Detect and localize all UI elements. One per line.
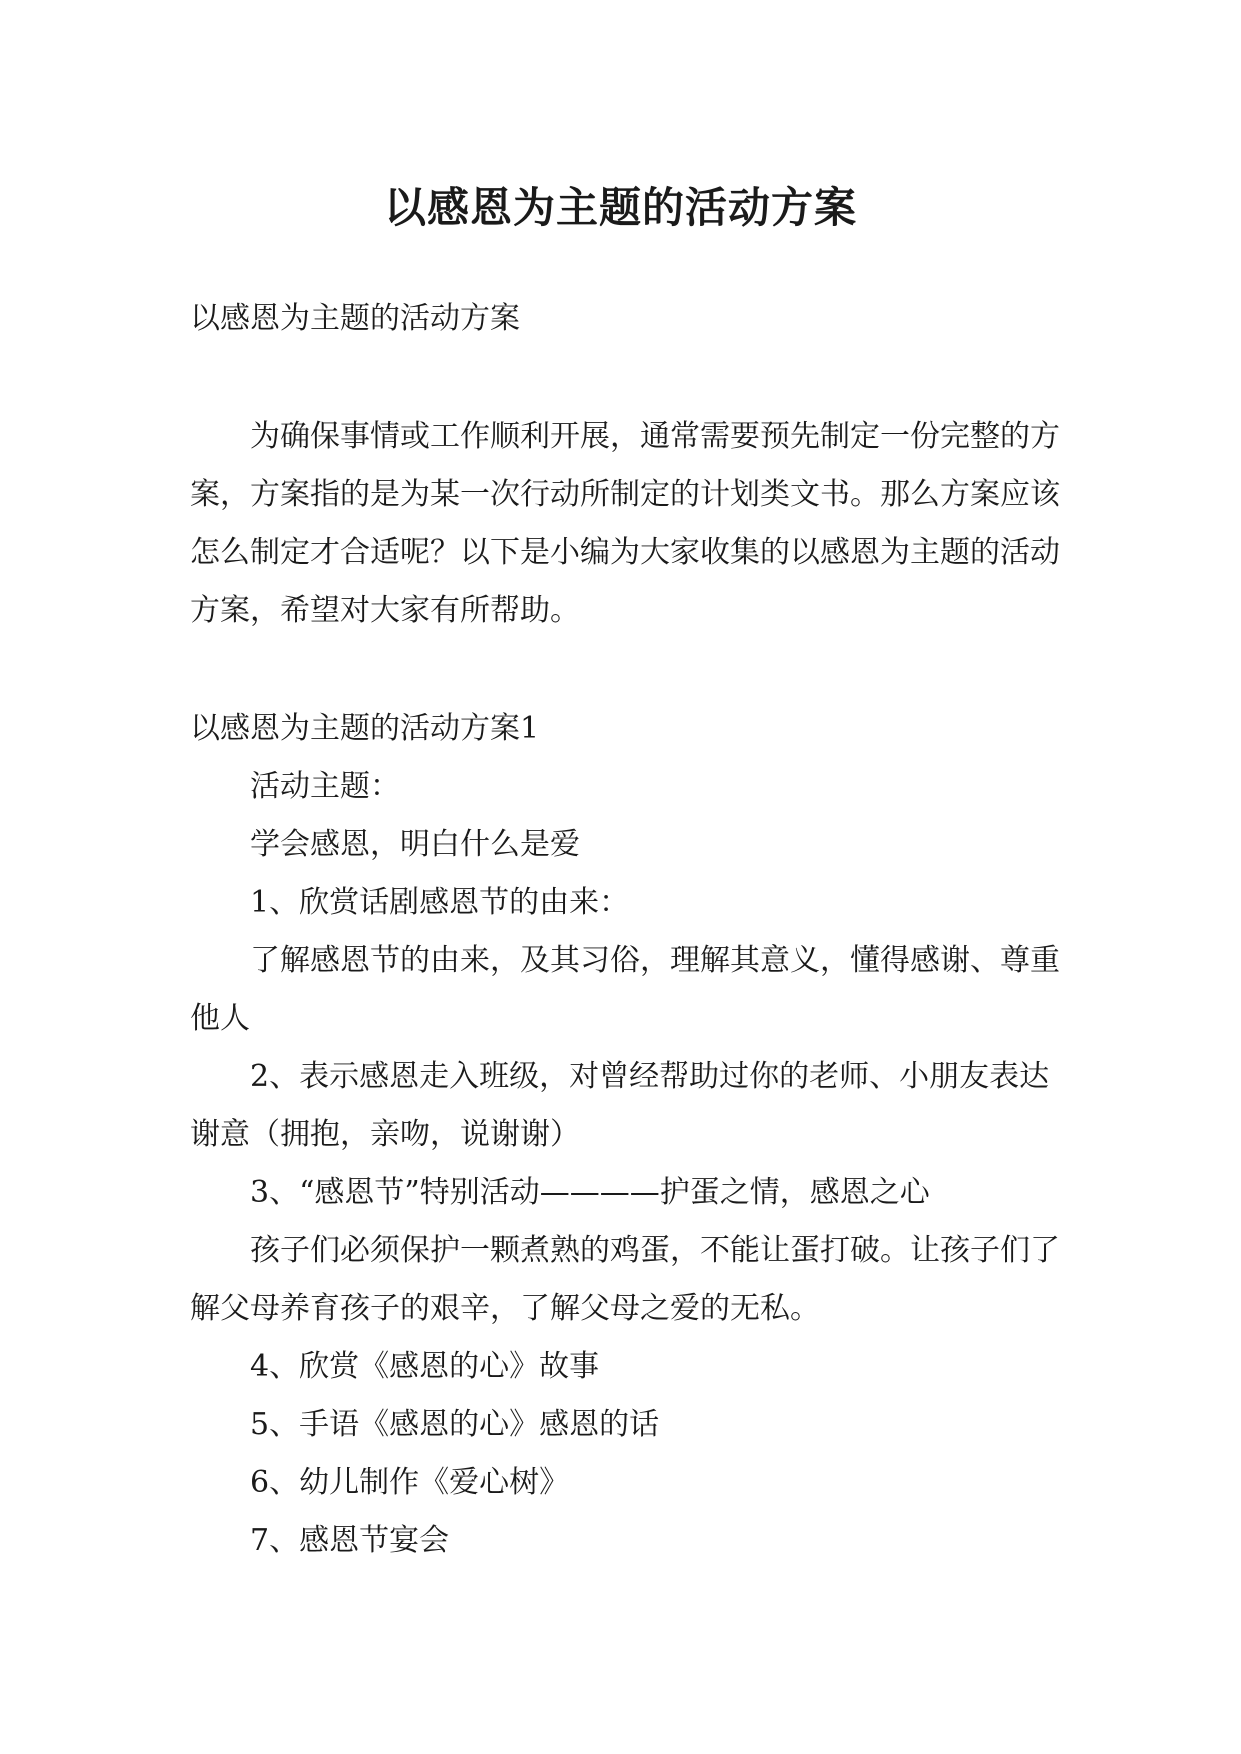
paragraph-activity-theme-label: 活动主题： (250, 769, 400, 804)
document-title: 以感恩为主题的活动方案 (383, 183, 857, 233)
paragraph-item-1: 1、欣赏话剧感恩节的由来： (250, 885, 630, 920)
intro-paragraph: 为确保事情或工作顺利开展，通常需要预先制定一份完整的方案，方案指的是为某一次行动所制定的计划类文书。那么方案应该怎么制定才合适呢？以下是小编为大家收集的以感恩为主题的活动方案，希望对大家有所帮助。 (190, 419, 1060, 628)
paragraph-item-2: 2、表示感恩走入班级，对曾经帮助过你的老师、小朋友表达谢意（拥抱，亲吻，说谢谢） (190, 1059, 1050, 1152)
paragraph-item-1-detail: 了解感恩节的由来，及其习俗，理解其意义，懂得感谢、尊重他人 (190, 943, 1060, 1036)
paragraph-item-4: 4、欣赏《感恩的心》故事 (250, 1349, 600, 1384)
section-heading: 以感恩为主题的活动方案1 (190, 711, 540, 746)
paragraph-item-6: 6、幼儿制作《爱心树》 (250, 1465, 570, 1500)
paragraph-activity-theme: 学会感恩，明白什么是爱 (250, 827, 580, 862)
document-body (190, 290, 1070, 1570)
document-subtitle: 以感恩为主题的活动方案 (190, 301, 520, 336)
paragraph-item-3-detail: 孩子们必须保护一颗煮熟的鸡蛋，不能让蛋打破。让孩子们了解父母养育孩子的艰辛，了解父母之爱的无私。 (190, 1233, 1060, 1326)
paragraph-item-5: 5、手语《感恩的心》感恩的话 (250, 1407, 660, 1442)
paragraph-item-7: 7、感恩节宴会 (250, 1523, 450, 1558)
paragraph-item-3: 3、“感恩节”特别活动————护蛋之情，感恩之心 (250, 1175, 930, 1210)
